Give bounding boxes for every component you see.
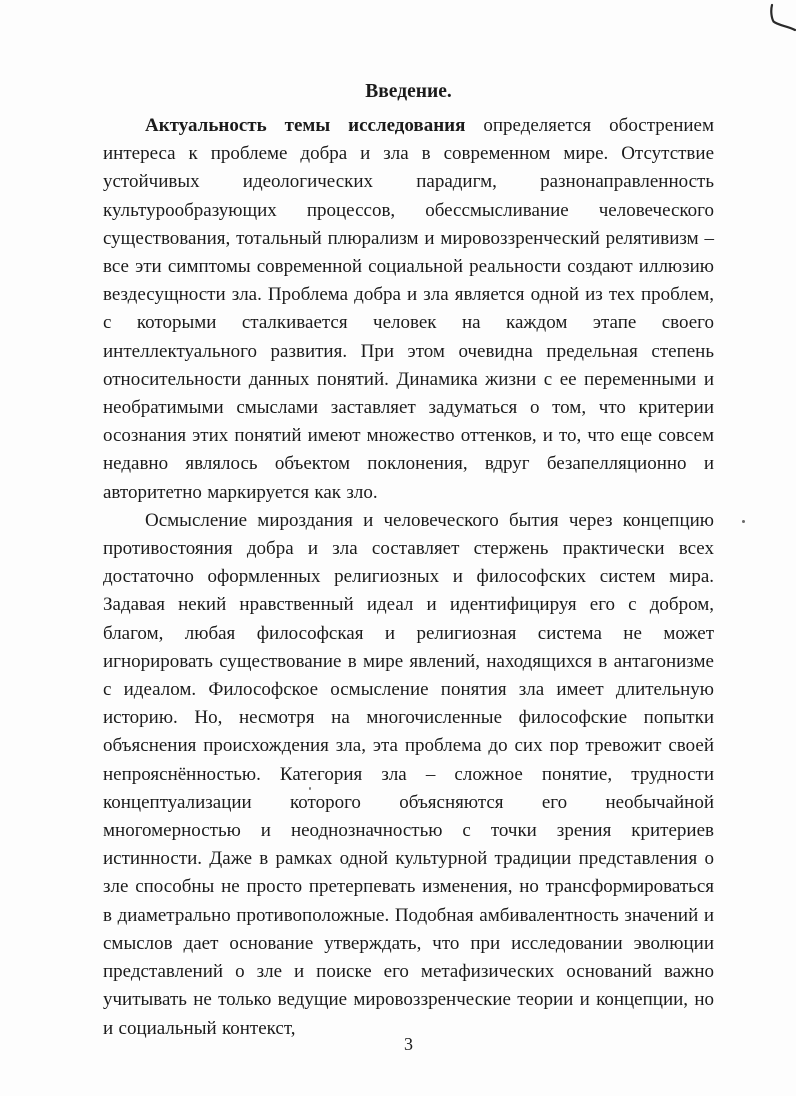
paragraph-lead-bold: Актуальность темы исследования <box>145 115 466 136</box>
text-block <box>103 78 714 1043</box>
scan-speck <box>742 520 745 523</box>
scan-speck <box>309 787 311 790</box>
page-title: Введение. <box>365 81 452 102</box>
paragraph-text: Осмысление мироздания и человеческого бытия через концепцию противостояния добра и зла составляет стержень практически всех достаточно оформленных религиозных и философских систем мира. Задавая некий нравственный идеал и идентифицируя его с добром, благом, любая философская и религиозная система не может игнорировать существование в мире явлений, находящихся в антагонизме с идеалом. Философское осмысление понятия зла имеет длительную историю. Но, несмотря на многочисленные философские попытки объяснения происхождения зла, эта проблема до сих пор тревожит своей непрояснённостью. Категория зла – сложное понятие, трудности концептуализации которого объясняются его необычайной многомерностью и неоднозначностью с точки зрения критериев истинности. Даже в рамках одной культурной традиции представления о зле способны не просто претерпевать изменения, но трансформироваться в диаметрально противоположные. Подобная амбивалентность значений и смыслов дает основание утверждать, что при исследовании эволюции представлений о зле и поиске его метафизических оснований важно учитывать не только ведущие мировоззренческие теории и концепции, но и социальный контекст, <box>103 509 714 1039</box>
page-number: 3 <box>404 1034 413 1054</box>
paragraph-text: определяется обострением интереса к проблеме добра и зла в современном мире. Отсутствие устойчивых идеологических парадигм, разнонаправленность культурообразующих процессов, обессмысливание человеческого существования, тотальный плюрализм и мировоззренческий релятивизм – все эти симптомы современной социальной реальности создают иллюзию вездесущности зла. Проблема добра и зла является одной из тех проблем, с которыми сталкивается человек на каждом этапе своего интеллектуального развития. При этом очевидна предельная степень относительности данных понятий. Динамика жизни с ее переменными и необратимыми смыслами заставляет задуматься о том, что критерии осознания этих понятий имеют множество оттенков, и то, что еще совсем недавно являлось объектом поклонения, вдруг безапелляционно и авторитетно маркируется как зло. <box>103 115 714 503</box>
paragraph <box>103 507 714 1043</box>
paragraph <box>103 112 714 507</box>
handwritten-pen-mark-icon <box>752 2 796 36</box>
